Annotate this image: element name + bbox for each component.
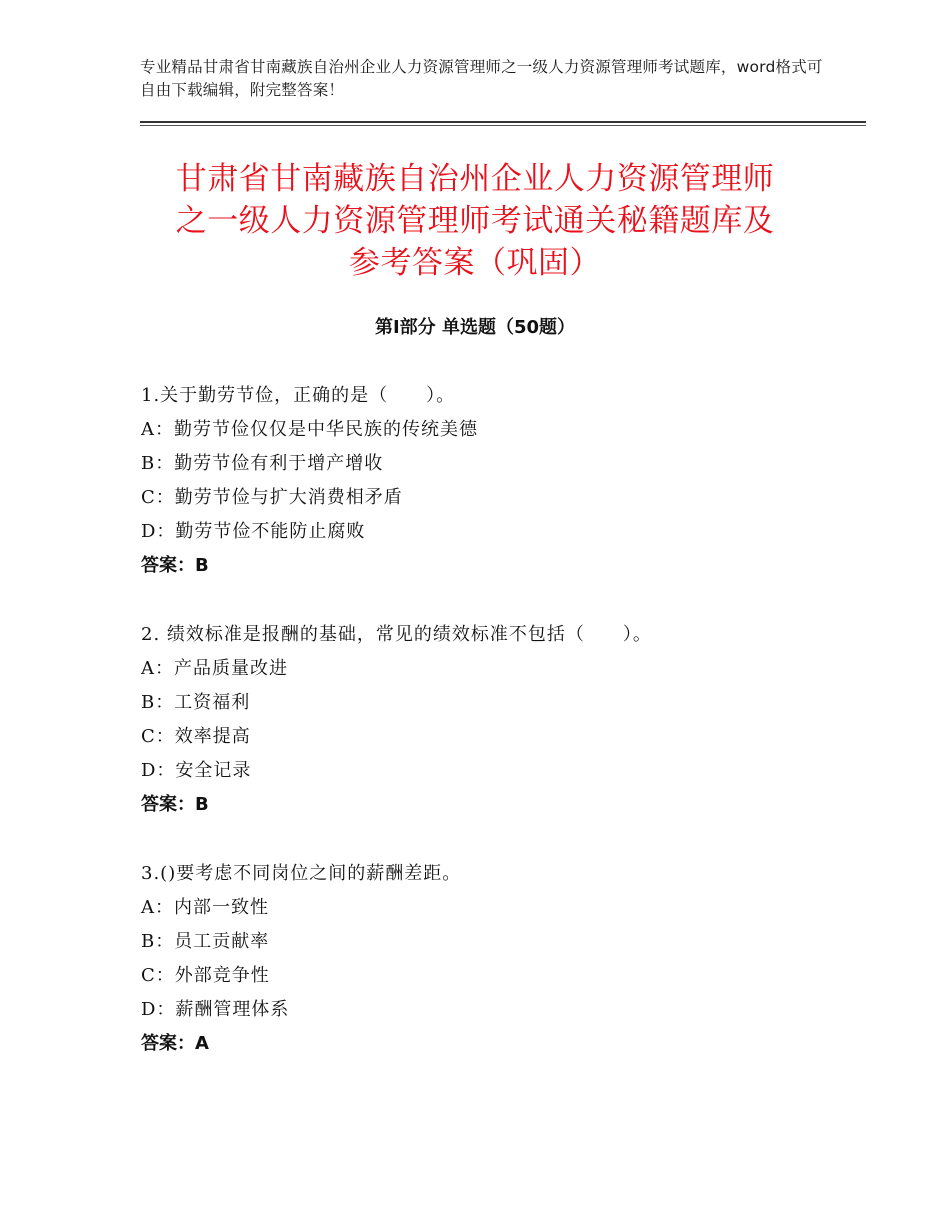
question-stem: 3.()要考虑不同岗位之间的薪酬差距。: [141, 863, 462, 884]
option-d: D：薪酬管理体系: [141, 999, 290, 1020]
header-divider-thin: [140, 125, 866, 126]
option-d: D：安全记录: [141, 760, 252, 781]
question-stem: 1.关于勤劳节俭，正确的是（ ）。: [141, 385, 456, 406]
question-stem: 2. 绩效标准是报酬的基础，常见的绩效标准不包括（ ）。: [141, 624, 652, 645]
option-a: A：产品质量改进: [141, 658, 288, 679]
header-note: 专业精品甘肃省甘南藏族自治州企业人力资源管理师之一级人力资源管理师考试题库，word格式可自由下载编辑，附完整答案！: [140, 58, 823, 99]
title-line-1: 甘肃省甘南藏族自治州企业人力资源管理师: [175, 161, 775, 197]
option-c: C：外部竞争性: [141, 965, 270, 986]
option-c: C：效率提高: [141, 726, 251, 747]
option-c: C：勤劳节俭与扩大消费相矛盾: [141, 487, 403, 508]
title-line-3: 参考答案（巩固）: [349, 245, 601, 281]
question-block: [141, 618, 861, 822]
option-a: A：内部一致性: [141, 897, 269, 918]
option-b: B：工资福利: [141, 692, 251, 713]
answer-label: 答案：A: [141, 1033, 209, 1054]
question-block: [141, 379, 861, 583]
question-block: [141, 857, 861, 1061]
option-b: B：勤劳节俭有利于增产增收: [141, 453, 384, 474]
option-d: D：勤劳节俭不能防止腐败: [141, 521, 366, 542]
answer-label: 答案：B: [141, 555, 209, 576]
option-b: B：员工贡献率: [141, 931, 270, 952]
header-divider-thick: [140, 121, 866, 123]
answer-label: 答案：B: [141, 794, 209, 815]
option-a: A：勤劳节俭仅仅是中华民族的传统美德: [141, 419, 478, 440]
section-title: 第Ⅰ部分 单选题（50题）: [374, 317, 575, 338]
title-line-2: 之一级人力资源管理师考试通关秘籍题库及: [175, 203, 775, 239]
document-title: [130, 158, 820, 284]
